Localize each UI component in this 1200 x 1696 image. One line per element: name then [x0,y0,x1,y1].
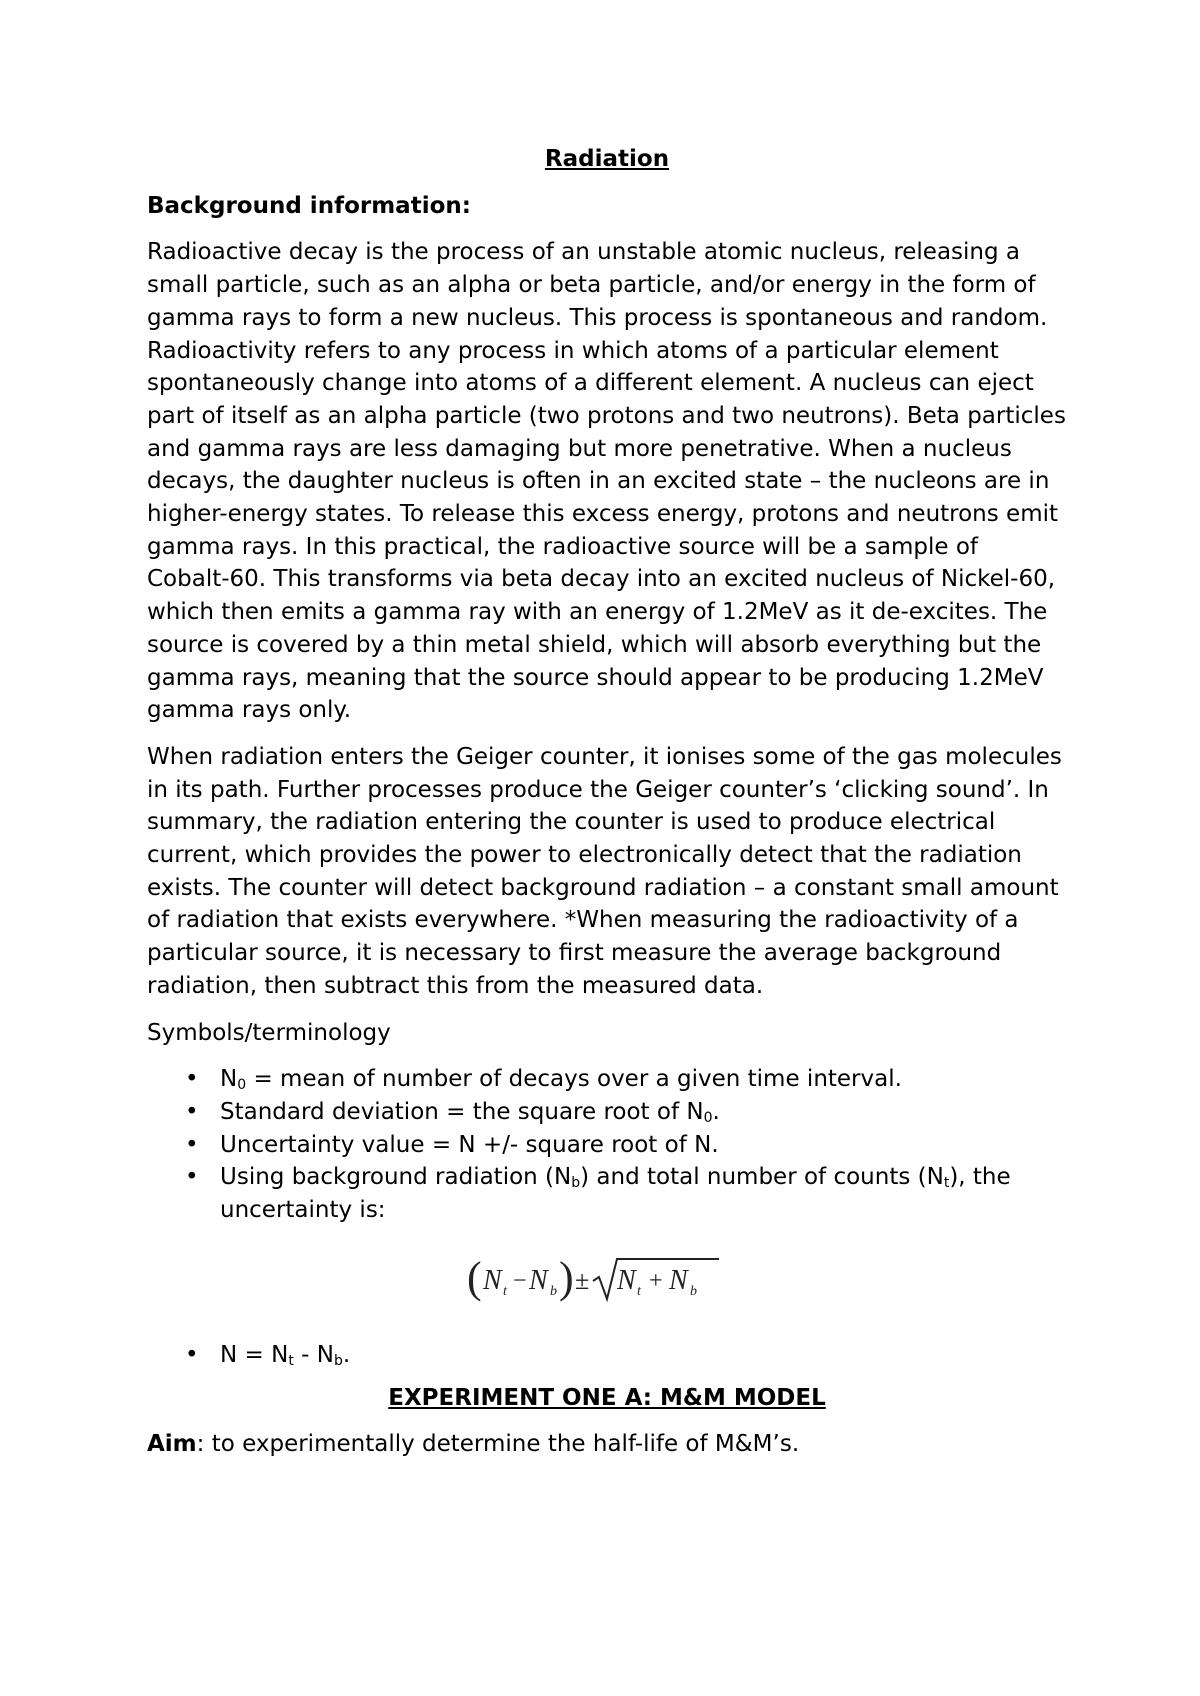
symbols-item-mean: • $N_0$ = mean of number of decays over a given time interval. [147,1063,1067,1096]
symbols-item-std-dev: • Standard deviation = the square root of $N_0$. [147,1096,1067,1129]
bullet-icon: • [185,1098,199,1125]
aim-text: : to experimentally determine the half-life of M&M’s. [196,1431,800,1458]
formula-nt: N [483,1264,502,1296]
bullet-icon: • [185,1341,199,1368]
background-paragraph-1: Radioactive decay is the process of an unstable atomic nucleus, releasing a small particle, such as an alpha or beta particle, and/or energy in the form of gamma rays to form a new nucleus. This process is spontaneous and random. Radioactivity refers to any process in which atoms of a particular element spontaneously change into atoms of a different element. A nucleus can eject part of itself as an alpha particle (two protons and two neutrons). Beta particles and gamma rays are less damaging but more penetrative. When a nucleus decays, the daughter nucleus is often in an excited state – the nucleons are in higher-energy states. To release this excess energy, protons and neutrons emit gamma rays. In this practical, the radioactive source will be a sample of Cobalt-60. This transforms via beta decay into an excited nucleus of Nickel-60, which then emits a gamma ray with an energy of 1.2MeV as it de-excites. The source is covered by a thin metal shield, which will absorb everything but the gamma rays, meaning that the source should appear to be producing 1.2MeV gamma rays only. [147,239,1066,724]
bullet-icon: • [185,1164,199,1191]
formula-plus-minus: ± [575,1265,590,1295]
uncertainty-formula-image [465,1249,725,1309]
formula-plus: + [649,1267,663,1294]
formula-left-paren: ( [467,1252,482,1302]
formula-nb-sub: b [550,1283,557,1299]
background-paragraph-2: When radiation enters the Geiger counter, it ionises some of the gas molecules in its path. Further processes produce the Geiger counter’s ‘clicking sound’. In summary, the radiation entering the counter is used to produce electrical current, which provides the power to electronically detect that the radiation exists. The counter will detect background radiation – a constant small amount of radiation that exists everywhere. *When measuring the radioactivity of a particular source, it is necessary to first measure the average background radiation, then subtract this from the measured data. [147,743,1062,999]
symbols-item-net-count: • $N = N_t - N_b$. [147,1339,1067,1372]
bullet-icon: • [185,1066,199,1093]
formula-nt-2: N [617,1264,636,1296]
symbols-item-uncertainty: • Uncertainty value = N +/- square root of N. [147,1129,1067,1162]
aim-label: Aim [147,1431,197,1458]
formula-right-paren: ) [559,1252,574,1302]
bullet-icon: • [185,1131,199,1158]
page-title: Radiation [544,146,670,172]
formula-nb-2-sub: b [690,1283,697,1299]
symbols-heading: Symbols/terminology [147,1019,391,1046]
formula-nt-2-sub: t [637,1283,641,1299]
experiment-title: EXPERIMENT ONE A: M&M MODEL [388,1384,826,1411]
uncertainty-formula [147,1227,1067,1339]
symbols-list [147,1063,1067,1227]
symbols-item-background: • Using background radiation $(N_b)$ and total number of counts $(N_t)$, the uncertainty is: [147,1161,1067,1226]
background-heading: Background information: [147,192,471,219]
formula-nb: N [529,1264,548,1296]
formula-minus: − [513,1267,527,1294]
document-body [147,143,1067,1475]
experiment-aim [147,1428,1067,1461]
formula-nt-sub: t [503,1283,507,1299]
symbols-list-continued [147,1339,1067,1372]
formula-nb-2: N [669,1264,688,1296]
